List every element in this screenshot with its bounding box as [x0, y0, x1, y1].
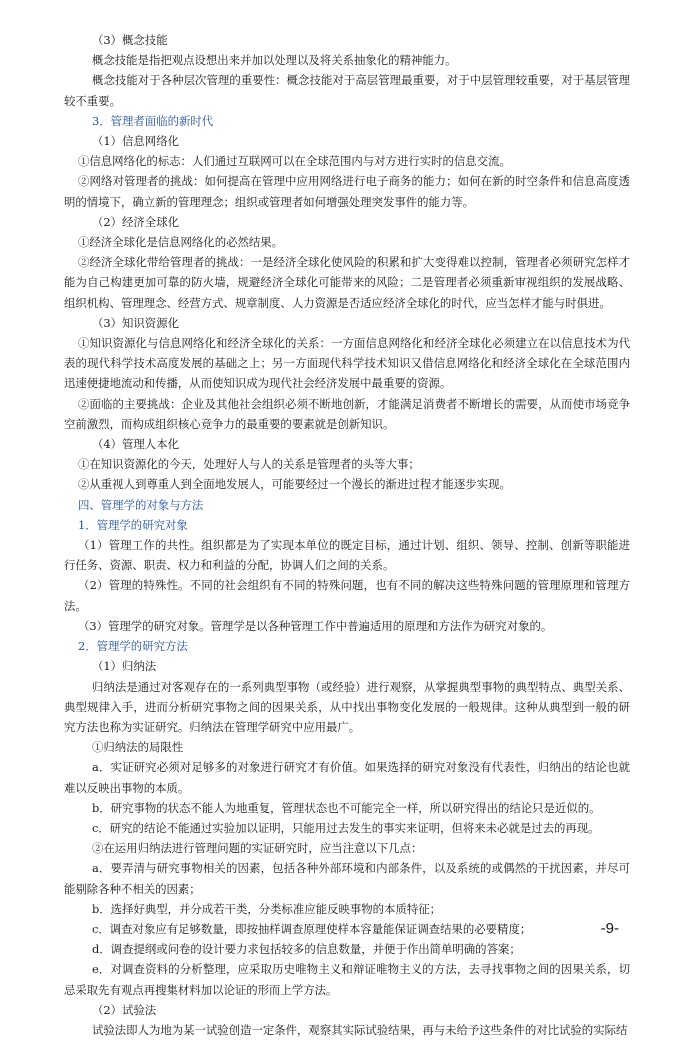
paragraph: ②从重视人到尊重人到全面地发展人，可能要经过一个漫长的渐进过程才能逐步实现。: [78, 477, 511, 492]
paragraph: ②在运用归纳法进行管理问题的实证研究时，应当注意以下几点：: [92, 841, 423, 856]
paragraph: d．调查提纲或问卷的设计要力求包括较多的信息数量，并便于作出简单明确的答案；: [92, 942, 521, 957]
paragraph: c．研究的结论不能通过实验加以证明，只能用过去发生的事实来证明，但将来未必就是过去的再现。: [92, 820, 600, 835]
paragraph: （2）管理的特殊性。不同的社会组织有不同的特殊问题，也有不同的解决这些特殊问题的管理原理和管理方法。: [64, 578, 630, 613]
paragraph: （2）试验法: [92, 1002, 157, 1017]
paragraph: ①归纳法的局限性: [92, 740, 184, 755]
paragraph: ①信息网络化的标志：人们通过互联网可以在全球范围内与对方进行实时的信息交流。: [78, 154, 511, 169]
paragraph: ①知识资源化与信息网络化和经济全球化的关系：一方面信息网络化和经济全球化必须建立在以信息技术为代表的现代科学技术高度发展的基础之上；另一方面现代科学技术知识又借信息网络化和经济全球化在全球范围内迅速便捷地流动和传播，从而使知识成为现代社会经济发展中最重要的资源。: [64, 336, 630, 391]
paragraph: ②面临的主要挑战：企业及其他社会组织必须不断地创新，才能满足消费者不断增长的需要，从而使市场竞争空前激烈，而构成组织核心竞争力的最重要的要素就是创新知识。: [64, 396, 630, 431]
document-body: [64, 30, 630, 1040]
section-heading: 1．管理学的研究对象: [78, 517, 188, 532]
paragraph: 归纳法是通过对客观存在的一系列典型事物（或经验）进行观察，从掌握典型事物的典型特点、典型关系、典型规律入手，进而分析研究事物之间的因果关系，从中找出事物变化发展的一般规律。这种从典型到一般的研究方法也称为实证研究。归纳法在管理学研究中应用最广。: [64, 679, 630, 734]
page-number: -9-: [600, 920, 619, 937]
paragraph: e．对调查资料的分析整理，应采取历史唯物主义和辩证唯物主义的方法，去寻找事物之间的因果关系，切忌采取先有观点再搜集材料加以论证的形而上学方法。: [64, 962, 630, 997]
paragraph: （3）管理学的研究对象。管理学是以各种管理工作中普遍适用的原理和方法作为研究对象的。: [78, 618, 553, 633]
paragraph: b．选择好典型，并分成若干类，分类标准应能反映事物的本质特征；: [92, 901, 442, 916]
section-heading: 3．管理者面临的新时代: [92, 113, 214, 128]
paragraph: （3）概念技能: [92, 33, 168, 47]
paragraph: 试验法即人为地为某一试验创造一定条件，观察其实际试验结果，再与未给予这些条件的对比试验的实际结: [92, 1022, 628, 1037]
paragraph: ②经济全球化带给管理者的挑战：一是经济全球化使风险的积累和扩大变得难以控制，管理者必须研究怎样才能为自己构建更加可靠的防火墙，规避经济全球化可能带来的风险；二是管理者必须重新审视组织的发展战略、组织机构、管理理念、经营方式、规章制度、人力资源是否适应经济全球化的时代，应当怎样才能与时俱进。: [64, 255, 630, 310]
paragraph: （2）经济全球化: [92, 214, 179, 229]
paragraph: ①经济全球化是信息网络化的必然结果。: [78, 235, 284, 250]
paragraph: b．研究事物的状态不能人为地重复，管理状态也不可能完全一样，所以研究得出的结论只是近似的。: [92, 800, 601, 815]
section-heading: 2．管理学的研究方法: [78, 639, 188, 654]
paragraph: c．调查对象应有足够数量，即按抽样调查原理使样本容量能保证调查结果的必要精度；: [92, 921, 532, 936]
paragraph: （1）归纳法: [92, 659, 157, 674]
paragraph: （3）知识资源化: [92, 315, 179, 330]
paragraph: 概念技能对于各种层次管理的重要性：概念技能对于高层管理最重要，对于中层管理较重要，对于基层管理较不重要。: [64, 73, 630, 108]
paragraph: （4）管理人本化: [92, 437, 179, 452]
paragraph: （1）信息网络化: [92, 134, 179, 149]
paragraph: a．要弄清与研究事物相关的因素，包括各种外部环境和内部条件，以及系统的或偶然的干扰因素，并尽可能剔除各种不相关的因素；: [64, 861, 630, 896]
paragraph: ①在知识资源化的今天，处理好人与人的关系是管理者的头等大事；: [78, 457, 420, 472]
paragraph: （1）管理工作的共性。组织都是为了实现本单位的既定目标，通过计划、组织、领导、控制、创新等职能进行任务、资源、职责、权力和利益的分配，协调人们之间的关系。: [64, 538, 630, 573]
paragraph: a．实证研究必须对足够多的对象进行研究才有价值。如果选择的研究对象没有代表性，归纳出的结论也就难以反映出事物的本质。: [64, 760, 630, 795]
section-heading: 四、管理学的对象与方法: [78, 497, 204, 512]
paragraph: ②网络对管理者的挑战：如何提高在管理中应用网络进行电子商务的能力；如何在新的时空条件和信息高度透明的情境下，确立新的管理理念；组织或管理者如何增强处理突发事件的能力等。: [64, 174, 630, 209]
paragraph: 概念技能是指把观点设想出来并加以处理以及将关系抽象化的精神能力。: [92, 53, 457, 68]
